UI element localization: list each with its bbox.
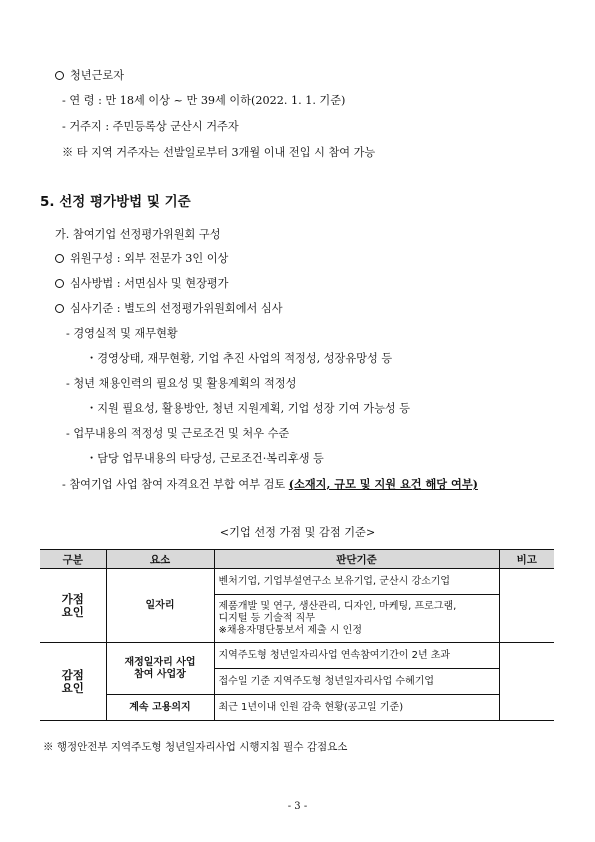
last-item-underlined: (소재지, 규모 및 지원 요건 해당 여부)	[288, 477, 478, 491]
criteria-table	[40, 549, 554, 721]
circle-bullet-icon	[55, 254, 64, 263]
circle-bullet-icon	[55, 304, 64, 313]
minus-criteria-2: 접수일 기준 지역주도형 청년일자리사업 수혜기업	[214, 669, 499, 695]
table-row	[40, 643, 554, 669]
list-item: ・지원 필요성, 활용방안, 청년 지원계획, 기업 성장 기여 가능성 등	[86, 402, 411, 415]
criteria-line	[55, 302, 283, 316]
header-category: 구분	[40, 550, 106, 569]
header-criteria: 판단기준	[214, 550, 499, 569]
page-number: - 3 -	[287, 801, 308, 812]
minus-note	[499, 643, 554, 721]
plus-criteria-1: 벤처기업, 기업부설연구소 보유기업, 군산시 강소기업	[214, 569, 499, 595]
youth-note: ※ 타 지역 거주자는 선발일로부터 3개월 이내 전입 시 참여 가능	[62, 146, 376, 159]
minus-criteria-3: 최근 1년이내 인원 감축 현황(공고일 기준)	[214, 695, 499, 721]
youth-header-text: 청년근로자	[70, 69, 125, 82]
header-element: 요소	[106, 550, 214, 569]
member-line	[55, 252, 228, 266]
criteria-text: 심사기준 : 별도의 선정평가위원회에서 심사	[70, 302, 283, 315]
circle-bullet-icon	[55, 71, 64, 80]
youth-residence: - 거주지 : 주민등록상 군산시 거주자	[62, 120, 239, 133]
list-item: ・담당 업무내용의 타당성, 근로조건·복리후생 등	[86, 452, 324, 465]
table-caption: <기업 선정 가점 및 감점 기준>	[219, 526, 376, 539]
minus-category: 감점 요인	[40, 643, 106, 721]
list-item: ・경영상태, 재무현황, 기업 추진 사업의 적정성, 성장유망성 등	[86, 352, 393, 365]
last-item-text: - 참여기업 사업 참여 자격요건 부합 여부 검토	[62, 478, 289, 491]
footnote: ※ 행정안전부 지역주도형 청년일자리사업 시행지침 필수 감점요소	[43, 741, 348, 753]
table-header-row	[40, 550, 554, 569]
section-title: 5. 선정 평가방법 및 기준	[40, 194, 191, 210]
sub-heading-a: 가. 참여기업 선정평가위원회 구성	[55, 228, 221, 241]
header-note: 비고	[499, 550, 554, 569]
minus-element-2: 계속 고용의지	[106, 695, 214, 721]
list-item-last	[62, 477, 478, 492]
table-row	[40, 695, 554, 721]
list-item: - 경영실적 및 재무현황	[66, 327, 178, 340]
minus-criteria-1: 지역주도형 청년일자리사업 연속참여기간이 2년 초과	[214, 643, 499, 669]
plus-category: 가점 요인	[40, 569, 106, 643]
list-item: - 청년 채용인력의 필요성 및 활용계획의 적정성	[66, 377, 297, 390]
minus-element-1: 재정일자리 사업 참여 사업장	[106, 643, 214, 695]
table-row	[40, 569, 554, 595]
member-text: 위원구성 : 외부 전문가 3인 이상	[70, 252, 229, 265]
method-line	[55, 277, 229, 291]
youth-age: - 연 령 : 만 18세 이상 ~ 만 39세 이하(2022. 1. 1. 기준)	[62, 94, 346, 107]
circle-bullet-icon	[55, 279, 64, 288]
method-text: 심사방법 : 서면심사 및 현장평가	[70, 277, 229, 290]
plus-note	[499, 569, 554, 643]
list-item: - 업무내용의 적정성 및 근로조건 및 처우 수준	[66, 427, 290, 440]
plus-element: 일자리	[106, 569, 214, 643]
plus-criteria-2: 제품개발 및 연구, 생산관리, 디자인, 마케팅, 프로그램, 디지털 등 기술적 직무 ※채용자명단통보서 제출 시 인정	[214, 595, 499, 643]
youth-header	[55, 69, 124, 83]
